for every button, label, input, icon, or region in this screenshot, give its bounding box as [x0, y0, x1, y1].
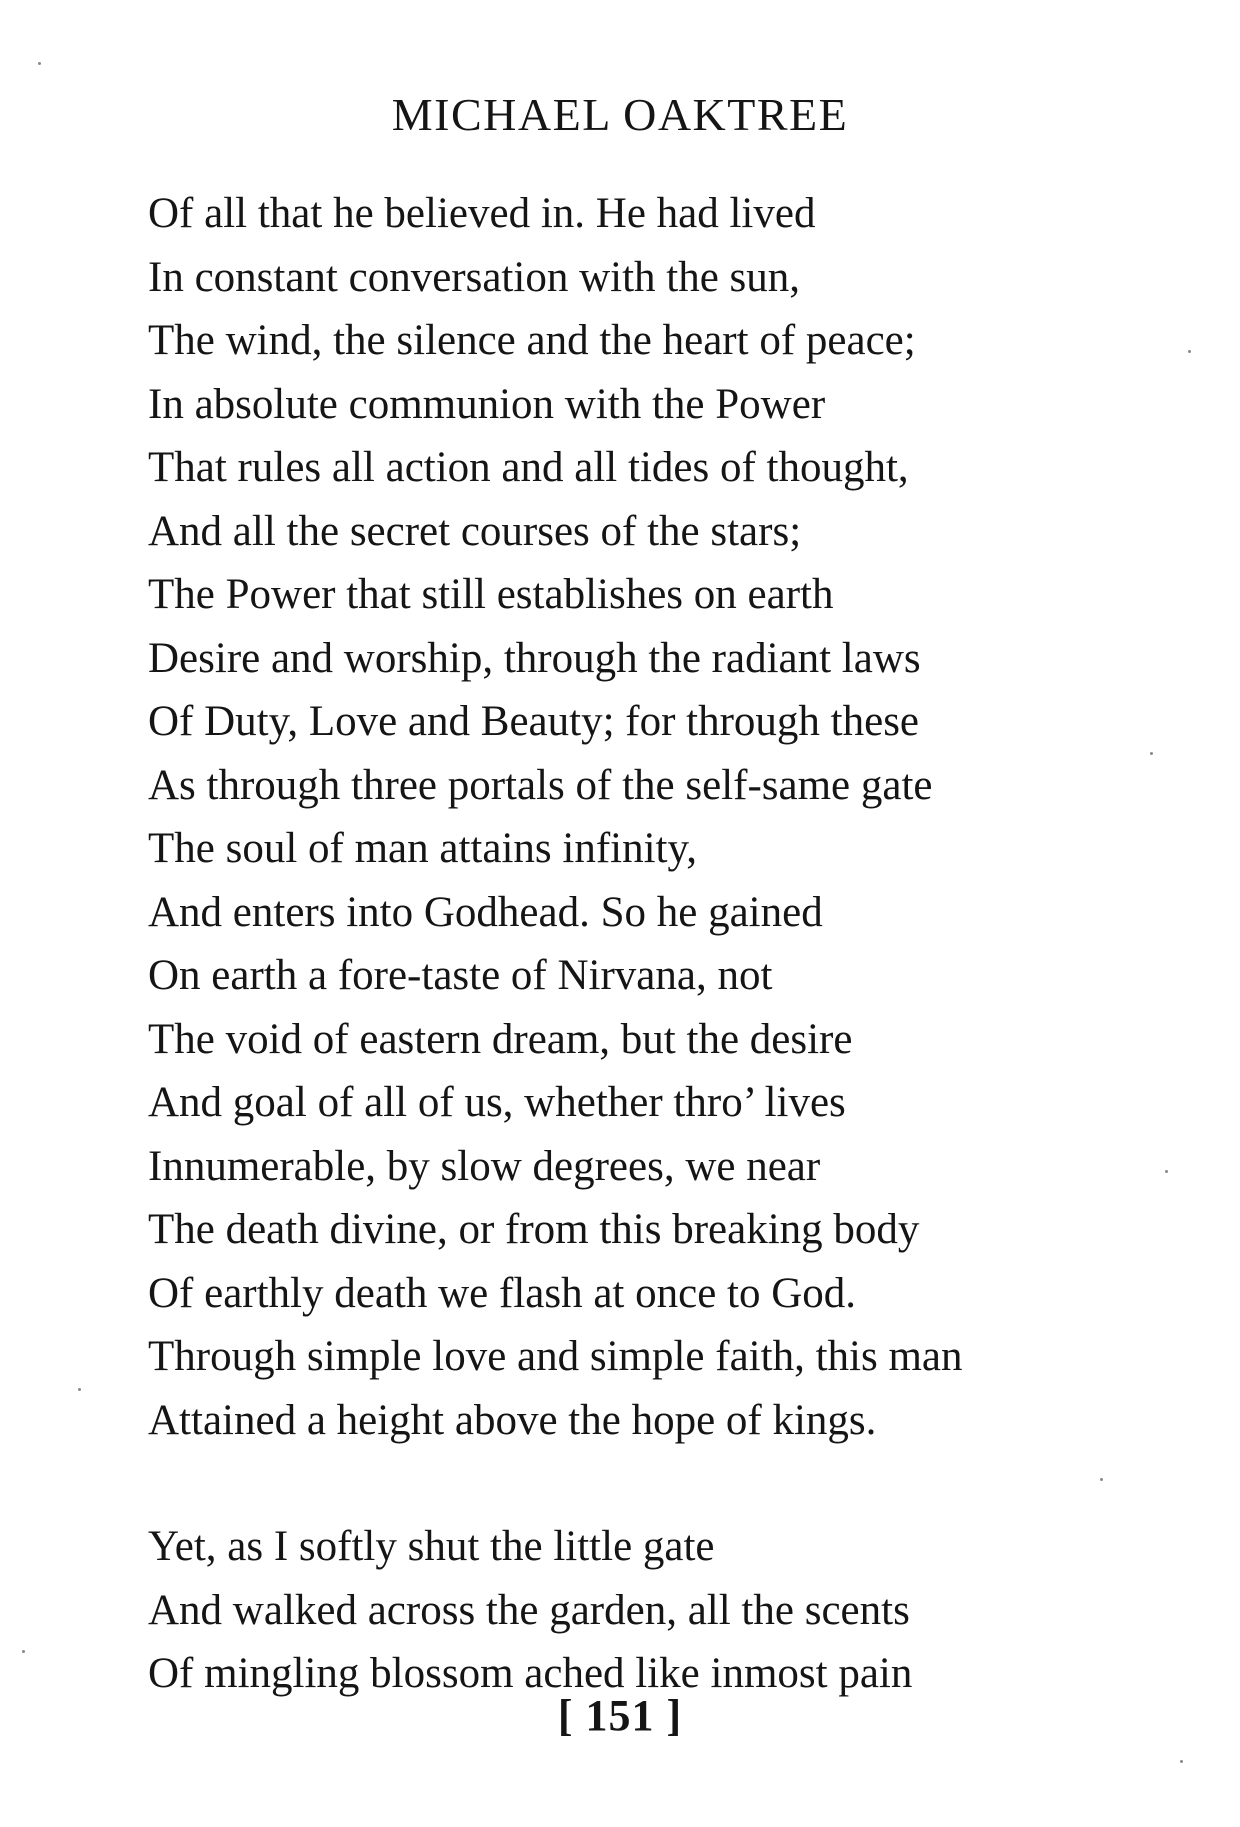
poem-line: And enters into Godhead. So he gained — [148, 888, 823, 936]
poem-line: Of earthly death we flash at once to God. — [148, 1269, 857, 1317]
poem-line: Yet, as I softly shut the little gate — [148, 1523, 715, 1570]
poem-line: And goal of all of us, whether thro’ lives — [148, 1079, 846, 1126]
poem-line: And walked across the garden, all the scents — [148, 1586, 910, 1634]
scan-speck — [38, 62, 41, 65]
poem-line: The void of eastern dream, but the desire — [148, 1015, 853, 1063]
poem-line: The Power that still establishes on earth — [148, 571, 834, 618]
scan-speck — [78, 1388, 81, 1391]
scan-speck — [22, 1650, 25, 1653]
poem-line: Desire and worship, through the radiant laws — [148, 634, 921, 682]
scan-speck — [1100, 1478, 1103, 1481]
scan-speck — [1180, 1760, 1183, 1763]
stanza-2 — [148, 1515, 1148, 1706]
poem-body — [148, 182, 1148, 1706]
running-title: MICHAEL OAKTREE — [391, 89, 849, 140]
poem-line: That rules all action and all tides of thought, — [148, 444, 909, 491]
poem-line: On earth a fore-taste of Nirvana, not — [148, 952, 773, 999]
poem-line: The death divine, or from this breaking body — [148, 1206, 920, 1253]
poem-line: Attained a height above the hope of kings. — [148, 1396, 877, 1444]
poem-line: Innumerable, by slow degrees, we near — [148, 1142, 821, 1190]
poem-line: In absolute communion with the Power — [148, 380, 826, 428]
poem-line: Of mingling blossom ached like inmost pain — [148, 1650, 913, 1697]
stanza-break — [148, 1452, 1148, 1515]
page-number: [ 151 ] — [557, 1691, 683, 1740]
stanza-1 — [148, 182, 1148, 1452]
poem-line: In constant conversation with the sun, — [148, 253, 801, 301]
poem-line: Through simple love and simple faith, this man — [148, 1333, 963, 1380]
scan-speck — [1188, 350, 1191, 353]
poem-line: The soul of man attains infinity, — [148, 825, 697, 872]
poem-line: And all the secret courses of the stars; — [148, 507, 802, 555]
poem-line: The wind, the silence and the heart of peace; — [148, 317, 916, 364]
poem-line: Of Duty, Love and Beauty; for through these — [148, 698, 920, 745]
poem-line: Of all that he believed in. He had lived — [148, 190, 816, 237]
scan-speck — [1165, 1170, 1168, 1173]
poem-line: As through three portals of the self-same gate — [148, 761, 933, 809]
scan-speck — [1150, 752, 1153, 755]
